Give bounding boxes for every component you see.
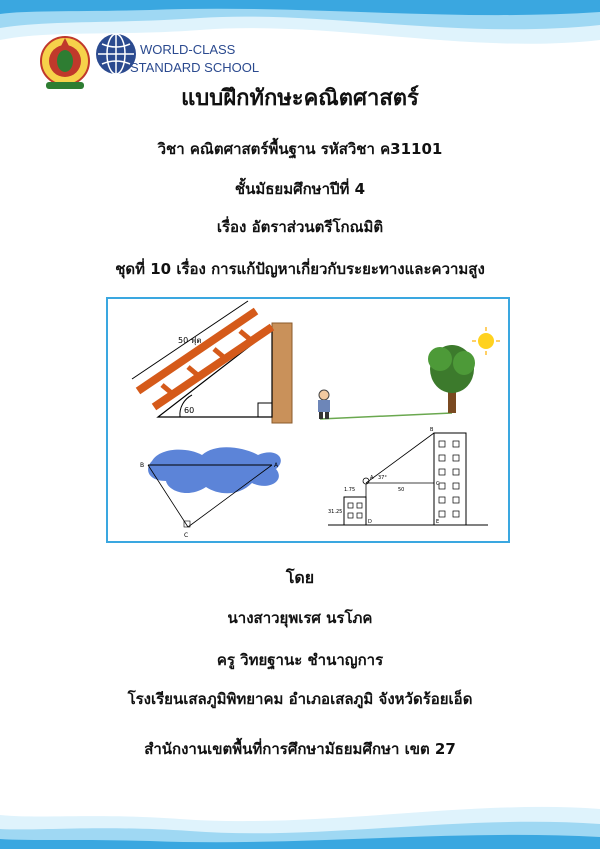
building-point-d: D	[368, 519, 372, 525]
man-tree-illustration	[318, 327, 500, 419]
lake-point-b: B	[140, 462, 145, 469]
school-name: โรงเรียนเสลภูมิพิทยาคม อำเภอเสลภูมิ จังหวัดร้อยเอ็ด	[127, 690, 473, 708]
author-position: ครู วิทยฐานะ ชำนาญการ	[216, 651, 384, 669]
education-office: สำนักงานเขตพื้นที่การศึกษามัธยมศึกษา เขต 27	[144, 740, 456, 758]
illustration	[108, 299, 508, 541]
lake-point-c: C	[184, 532, 189, 539]
topic-line: เรื่อง อัตราส่วนตรีโกณมิติ	[216, 218, 384, 236]
height-label: 1.75	[344, 487, 356, 493]
building-illustration	[328, 427, 488, 525]
author-name: นางสาวยุพเรศ นรโภค	[227, 609, 373, 627]
angle-mark: 37°	[378, 475, 387, 481]
lake-point-a: A	[274, 462, 279, 469]
building-point-c: C	[436, 481, 440, 487]
building-point-a: A	[370, 475, 374, 481]
ladder-length-label: 50 ฟุต	[178, 336, 202, 345]
subject-line: วิชา คณิตศาสตร์พื้นฐาน รหัสวิชา ค31101	[157, 140, 443, 158]
logo-line2: STANDARD SCHOOL	[130, 60, 260, 75]
set-line: ชุดที่ 10 เรื่อง การแก้ปัญหาเกี่ยวกับระยะทางและความสูง	[115, 260, 485, 278]
page-title: แบบฝึกทักษะคณิตศาสตร์	[181, 86, 419, 111]
distance-label: 50	[398, 487, 405, 493]
angle-label: 60	[184, 406, 195, 415]
lake-illustration	[140, 447, 281, 539]
bottom-wave-decoration	[0, 779, 600, 849]
world-class-logo	[94, 32, 260, 80]
by-label: โดย	[285, 568, 315, 587]
building-point-b: B	[430, 427, 434, 433]
building-point-e: E	[436, 519, 440, 525]
grade-line: ชั้นมัธยมศึกษาปีที่ 4	[234, 180, 366, 198]
base-height-label: 31.25	[328, 509, 343, 515]
logo-line1: WORLD-CLASS	[140, 42, 236, 57]
ladder-illustration	[132, 301, 292, 423]
illustration-frame	[106, 297, 510, 543]
